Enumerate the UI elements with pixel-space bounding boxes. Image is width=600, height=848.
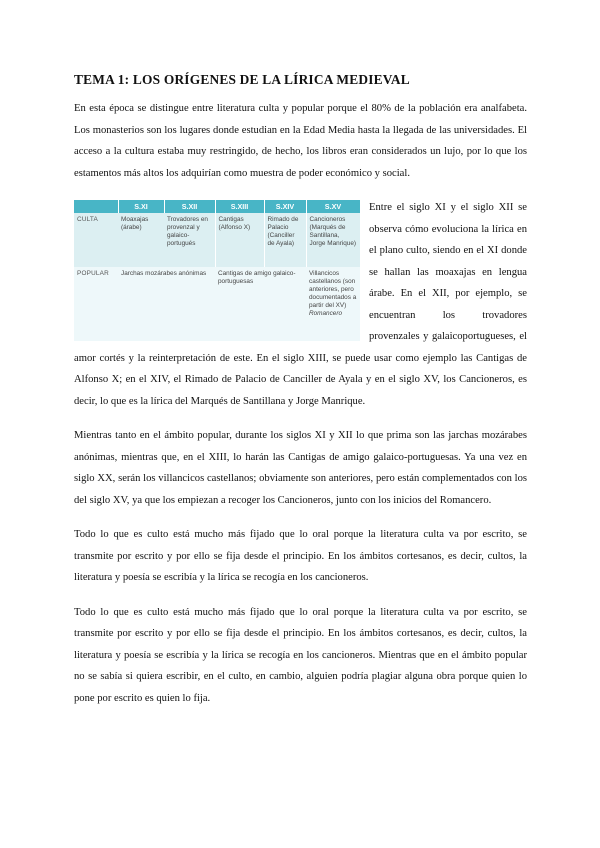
cell-popular-xv-romancero: Romancero — [309, 310, 343, 317]
table-header-xii: S.XII — [164, 200, 215, 213]
table-header-row — [74, 200, 360, 213]
paragraph-culto-plagio: Todo lo que es culto está mucho más fijado que lo oral porque la literatura culta va por escrito, se transmite por escrito y por ello se fija desde el principio. En los ámbitos cortesanos, es decir, cultos, la literatura y poesía se escribía y la lírica se recogía en los cancioneros. Mientras que en el ámbito popular no se sabía si quiera escribir, en el culto, en cambio, alguien podría plagiar alguna obra porque quien lo pone por escrito es quien lo fija. — [74, 606, 527, 704]
cell-culta-xv: Cancioneros (Marqués de Santillana, Jorge Manrique) — [306, 213, 360, 267]
lyric-table — [74, 200, 361, 341]
paragraph-culta-evolution: Entre el siglo XI y el siglo XII se observa cómo evoluciona la lírica en el plano culto, siendo en el XI donde se hallan las moaxajas en lengua árabe. En el XII, por ejemplo, se encuentran los trovadores provenzales y galaicoportugueses, el amor cortés y la reinterpretación de este. En el siglo XIII, se puede usar como ejemplo las Cantigas de Alfonso X; en el XIV, el Rimado de Palacio de Canciller de Ayala y en el siglo XV, los Cancioneros, es decir, lo que es la lírica del Marqués de Santillana y Jorge Manrique. — [74, 202, 527, 407]
cell-popular-xiii-xiv: Cantigas de amigo galaico-portuguesas — [215, 267, 306, 341]
table-row-popular — [74, 267, 360, 341]
paragraph-popular: Mientras tanto en el ámbito popular, durante los siglos XI y XII lo que prima son las jarchas mozárabes anónimas, mientras que, en el XIII, lo harán las Cantigas de amigo galaico-portuguesas. Ya una vez en siglo XX, serán los villancicos castellanos; obviamente son anteriores, pero están complementados con los del siglo XV, ya que los empiezan a recoger los Cancioneros, junto con los inicios del Romancero. — [74, 430, 527, 506]
row-label-culta: CULTA — [74, 213, 118, 267]
document-page — [74, 72, 527, 722]
paragraph-culto-fijado: Todo lo que es culto está mucho más fijado que lo oral porque la literatura culta va por escrito, se transmite por escrito y por ello se fija desde el principio. En los ámbitos cortesanos, es decir, cultos, la literatura y poesía se escribía y la lírica se recogía en los cancioneros. — [74, 529, 527, 583]
table-row-culta — [74, 213, 360, 267]
table-header-xv: S.XV — [306, 200, 360, 213]
cell-popular-xi-xii: Jarchas mozárabes anónimas — [118, 267, 215, 341]
cell-culta-xi: Moaxajas (árabe) — [118, 213, 164, 267]
table-header-xi: S.XI — [118, 200, 164, 213]
paragraph-intro: En esta época se distingue entre literatura culta y popular porque el 80% de la población era analfabeta. Los monasterios son los lugares donde estudian en la Edad Media hasta la llegada de las universidades. El acceso a la cultura estaba muy restringido, de hecho, los libros eran considerados un lujo, por lo que los estamentos más altos los adquirían como muestra de poder económico y social. — [74, 103, 527, 179]
cell-culta-xii: Trovadores en provenzal y galaico-portugués — [164, 213, 215, 267]
table-header-xiv: S.XIV — [264, 200, 306, 213]
cell-culta-xiv: Rimado de Palacio (Canciller de Ayala) — [264, 213, 306, 267]
row-label-popular: POPULAR — [74, 267, 118, 341]
cell-popular-xv-text: Villancicos castellanos (son anteriores, pero documentados a partir del XV) — [309, 270, 357, 309]
cell-popular-xv — [306, 267, 360, 341]
table-header-empty — [74, 200, 118, 213]
cell-culta-xiii: Cantigas (Alfonso X) — [215, 213, 264, 267]
lyric-table-container — [74, 200, 360, 341]
page-title: TEMA 1: LOS ORÍGENES DE LA LÍRICA MEDIEVAL — [74, 72, 410, 87]
table-header-xiii: S.XIII — [215, 200, 264, 213]
